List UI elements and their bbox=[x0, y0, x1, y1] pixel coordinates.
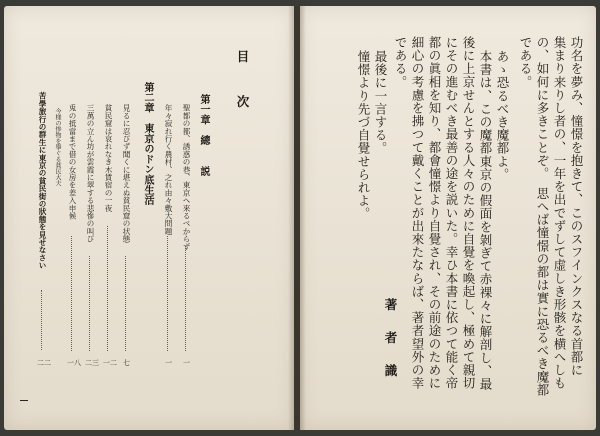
toc-leader bbox=[167, 236, 168, 351]
preface-author-signature: 著 者 識 bbox=[383, 298, 398, 381]
toc-leader bbox=[185, 246, 186, 351]
toc-page-number: 一 bbox=[183, 359, 190, 367]
preface-line-4: である。 bbox=[518, 36, 533, 89]
toc-annotation: 今様の惨物を擧ぐる貧民大夫 bbox=[54, 108, 61, 186]
toc-leader bbox=[89, 256, 90, 351]
book-gutter bbox=[288, 6, 306, 430]
toc-ch2-section-2: 貧民窟は哀れなき木賃宿の一夜 bbox=[104, 104, 113, 212]
preface-line-13: 憧憬より先づ自覺せられよ。 bbox=[356, 50, 371, 221]
toc-page bbox=[4, 6, 294, 430]
toc-leader bbox=[107, 226, 108, 351]
preface-line-10: 細心の考慮を拂つて戴くことが出來たならば、著者望外の幸 bbox=[410, 36, 425, 390]
toc-leader bbox=[41, 290, 42, 350]
preface-line-5: あゝ恐るべき魔都よ。 bbox=[495, 50, 510, 181]
toc-page-number: 一二 bbox=[103, 359, 117, 367]
toc-page-number: 七 bbox=[123, 359, 130, 367]
toc-chapter-2: 第二章 東京のドン底生活 bbox=[142, 82, 153, 206]
toc-ch2-section-4: 兎の抵當まで借の女房を差入申候 bbox=[68, 104, 77, 220]
toc-last-section: 苦學旅行の群生に東京の貧民街の狀態を見せなさい bbox=[38, 92, 47, 270]
preface-line-3: の、如何に多きことぞ。 思へば憧憬の都は實に恐るべき魔都 bbox=[535, 36, 550, 397]
toc-ch1-section-2: 年々寂れ行く農村、之れ由々敷大問題 bbox=[164, 104, 173, 235]
toc-page-number: 一 bbox=[165, 359, 172, 367]
toc-leader bbox=[125, 256, 126, 351]
toc-title: 目 次 bbox=[235, 50, 250, 118]
toc-chapter-1: 第一章 總 説 bbox=[198, 94, 209, 177]
toc-ch1-section-1: 聖都の都、誘惑の巷、東京へ來るべからず bbox=[182, 104, 191, 251]
preface-line-11: である。 bbox=[393, 36, 408, 89]
preface-line-9: 都の眞相を知り、都會憧憬より自覺され、その前途のために bbox=[427, 36, 442, 390]
toc-ch2-section-1: 見るに忍びず聞くに堪えぬ貧民窟の状態 bbox=[122, 104, 131, 243]
preface-line-6: 本書は、この魔都東京の假面を剝ぎて赤裸々に解剖し、最 bbox=[478, 50, 493, 391]
page-number-mark bbox=[20, 400, 28, 401]
preface-line-12: 最後に一言する。 bbox=[373, 50, 388, 155]
toc-page-number: 二三 bbox=[85, 359, 99, 367]
preface-page bbox=[300, 6, 596, 430]
preface-line-7: 後に上京せんとする人々のために自覺を喚起し、極めて親切 bbox=[461, 36, 476, 390]
preface-line-8: にその進むべき最善の途を説いた。幸ひ本書に依つて能く帝 bbox=[444, 36, 459, 390]
toc-leader bbox=[71, 236, 72, 351]
toc-page-number: 二二 bbox=[37, 359, 51, 367]
preface-line-2: 集まり来りし者の、一年を出でずして虚しき形骸を横へしも bbox=[552, 36, 567, 390]
toc-page-number: 一八 bbox=[67, 359, 81, 367]
preface-line-1: 功名を夢み、憧憬を抱きて、このスフインクスなる首都に bbox=[569, 36, 584, 377]
toc-ch2-section-3: 三萬の立ん坊が雲霞に翠する悲慘の叫び bbox=[86, 104, 95, 243]
